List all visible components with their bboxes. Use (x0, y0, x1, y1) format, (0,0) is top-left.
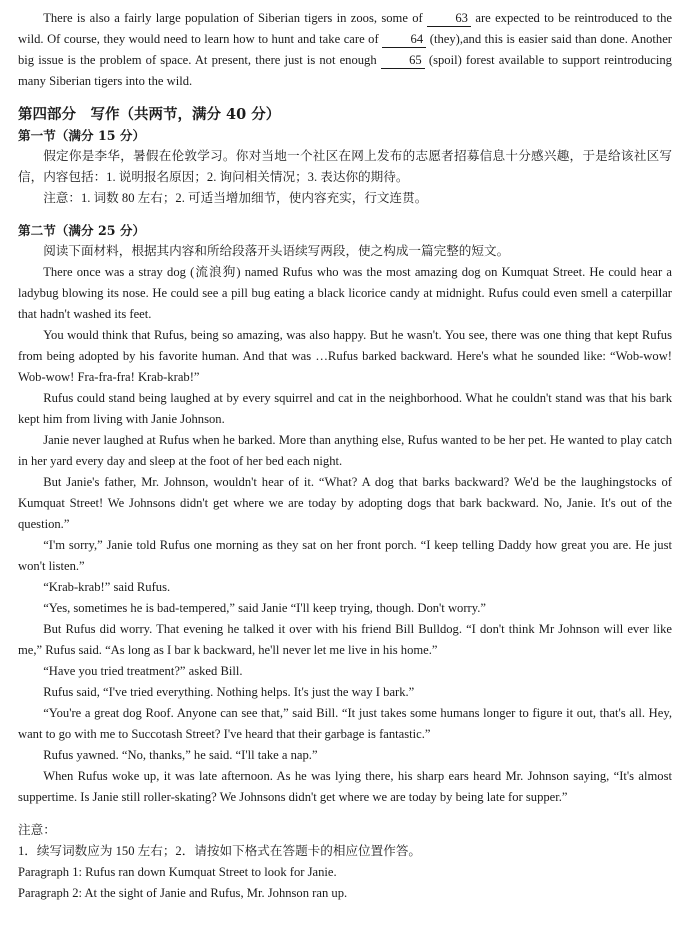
notes-label: 注意： (18, 823, 56, 837)
story-paragraph: You would think that Rufus, being so amazing, was also happy. But he wasn't. You see, there was one thing that kept Rufus from being adopted by his favorite human. And that was …Rufus barked backward. Here's what he sounded like: “Wob-wow! Wob-wow! Fra-fra-fra! Krab-krab!” (18, 328, 672, 384)
story-paragraph: “You're a great dog Roof. Anyone can see that,” said Bill. “It just takes some humans longer to figure it out, that's all. Hey, want to go with me to Succotash Street? I've heard that their garbage is fantastic.” (18, 706, 672, 741)
notes-line: 1．续写词数应为 150 左右；2．请按如下格式在答题卡的相应位置作答。 (18, 844, 421, 858)
answer-blank-63[interactable]: 63 (427, 11, 471, 27)
paragraph-2-opening: Paragraph 2: At the sight of Janie and Rufus, Mr. Johnson ran up. (18, 886, 348, 900)
story-paragraph: “Have you tried treatment?” asked Bill. (43, 664, 243, 678)
passage-paragraph (18, 8, 672, 92)
passage-text: (spoil) forest available to support reintroducing many Siberian tigers into the wild. (18, 53, 672, 88)
passage-text: There is also a fairly large population of Siberian tigers in zoos, some of (43, 11, 428, 25)
paragraph-1-opening: Paragraph 1: Rufus ran down Kumquat Street to look for Janie. (18, 865, 337, 879)
section-1-title: 第一节（满分 15 分） (18, 128, 146, 143)
story-paragraph: Rufus could stand being laughed at by every squirrel and cat in the neighborhood. What he couldn't stand was that his bark kept him from living with Janie Johnson. (18, 391, 672, 426)
story-paragraph: But Janie's father, Mr. Johnson, wouldn't hear of it. “What? A dog that barks backward? We'd be the laughingstocks of Kumquat Street! We Johnsons didn't get where we are today by adopting dogs that bark backward. No, Janie. It's out of the question.” (18, 475, 672, 531)
section-2-intro: 阅读下面材料，根据其内容和所给段落开头语续写两段，使之构成一篇完整的短文。 (43, 244, 510, 258)
passage-text: are expected to be reintroduced to the wild. Of course, they would need to learn how to hunt and take care of (18, 11, 672, 46)
story (18, 262, 672, 808)
section-2-title: 第二节（满分 25 分） (18, 223, 146, 238)
story-paragraph: Janie never laughed at Rufus when he barked. More than anything else, Rufus wanted to be her pet. He wanted to play catch in her yard every day and sleep at the foot of her bed each night. (18, 433, 672, 468)
story-paragraph: Rufus yawned. “No, thanks,” he said. “I'll take a nap.” (43, 748, 318, 762)
story-paragraph: But Rufus did worry. That evening he talked it over with his friend Bill Bulldog. “I don't think Mr Johnson will ever like me,” Rufus said. “As long as I bar k backward, he'll never let me live in his home.” (18, 622, 672, 657)
answer-blank-64[interactable]: 64 (382, 32, 426, 48)
story-paragraph: “Yes, sometimes he is bad-tempered,” said Janie “I'll keep trying, though. Don't worry.” (43, 601, 486, 615)
story-paragraph: There once was a stray dog (流浪狗) named Rufus who was the most amazing dog on Kumquat Street. He could hear a ladybug blowing its nose. He could see a pill bug eating a black licorice candy at midnight. Rufus could even smell a caterpillar that hadn't washed its feet. (18, 265, 672, 321)
story-paragraph: “Krab-krab!” said Rufus. (43, 580, 171, 594)
story-paragraph: Rufus said, “I've tried everything. Nothing helps. It's just the way I bark.” (43, 685, 415, 699)
section-1-task: 假定你是李华，暑假在伦敦学习。你对当地一个社区在网上发布的志愿者招募信息十分感兴趣，于是给该社区写信，内容包括：1. 说明报名原因；2. 询问相关情况；3. 表达你的期待。 (18, 149, 672, 184)
section-1-note: 注意：1. 词数 80 左右；2. 可适当增加细节，使内容充实，行文连贯。 (43, 191, 428, 205)
answer-blank-65[interactable]: 65 (381, 53, 425, 69)
passage-text: (they),and this is easier said than done. Another big issue is the problem of space. At present, there just is not enough (18, 32, 673, 67)
story-paragraph: “I'm sorry,” Janie told Rufus one morning as they sat on her front porch. “I keep telling Daddy how great you are. He just won't listen.” (18, 538, 672, 573)
story-paragraph: When Rufus woke up, it was late afternoon. As he was lying there, his sharp ears heard Mr. Johnson saying, “It's almost suppertime. Is Janie still roller-skating? We Johnsons didn't get where we are today by being late for supper.” (18, 769, 672, 804)
part-title: 第四部分 写作（共两节，满分 40 分） (18, 106, 281, 123)
